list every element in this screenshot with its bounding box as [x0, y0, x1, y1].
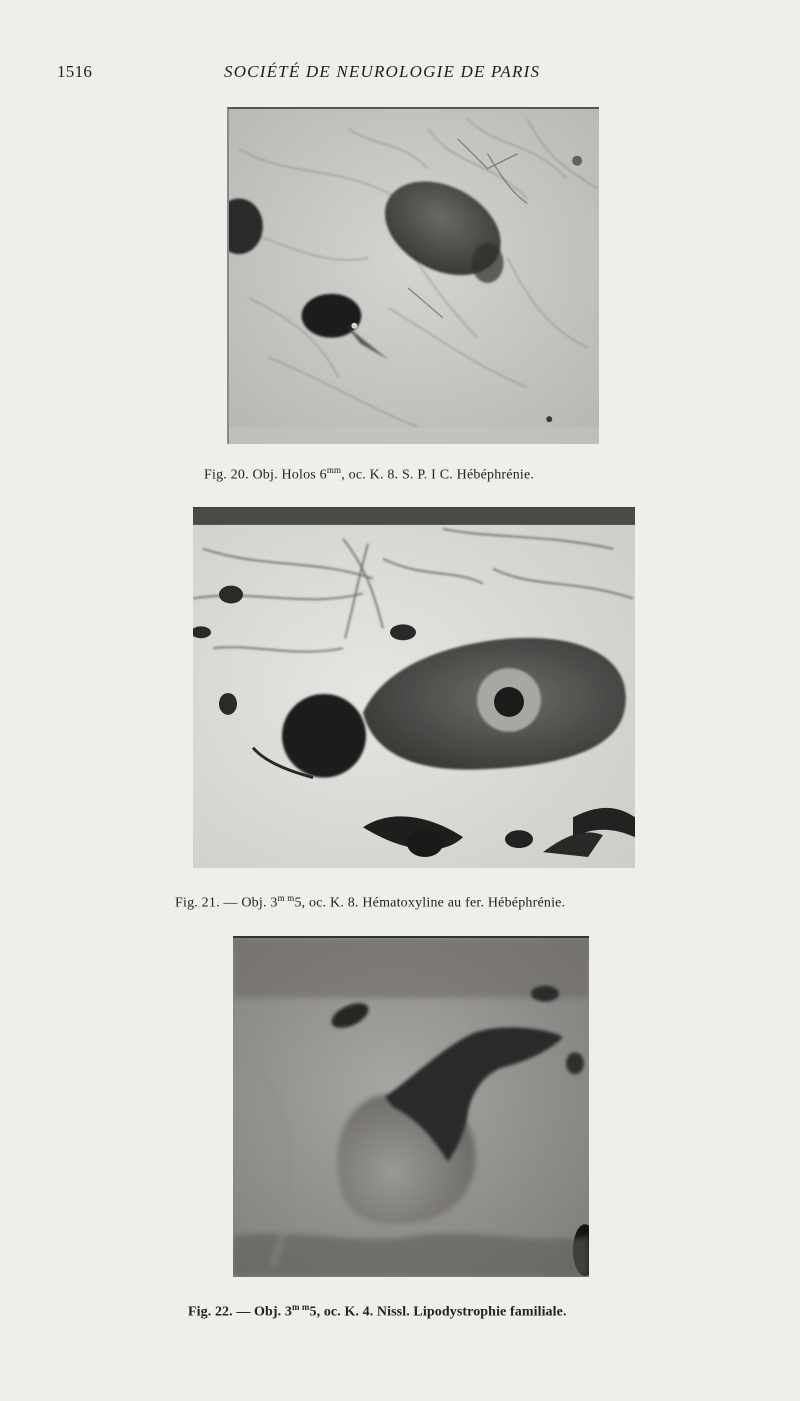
figure-21-caption	[175, 893, 565, 912]
caption-suffix: , oc. K. 8. S. P. I C. Hébéphrénie.	[341, 467, 535, 483]
figure-21-micrograph	[193, 507, 635, 868]
page-number: 1516	[57, 62, 93, 81]
figure-22-micrograph	[233, 936, 589, 1277]
caption-suffix: 5, oc. K. 8. Hématoxyline au fer. Hébéphrénie.	[294, 895, 566, 911]
caption-suffix: 5, oc. K. 4. Nissl. Lipodystrophie familiale.	[309, 1304, 567, 1320]
caption-prefix: Fig. 21. — Obj. 3	[175, 895, 278, 911]
caption-prefix: Fig. 22. — Obj. 3	[188, 1304, 292, 1320]
caption-superscript: m m	[291, 1302, 310, 1312]
running-title: SOCIÉTÉ DE NEUROLOGIE DE PARIS	[224, 62, 541, 81]
caption-prefix: Fig. 20. Obj. Holos 6	[204, 467, 327, 483]
caption-superscript: m m	[277, 893, 295, 903]
figure-22-caption	[188, 1302, 567, 1321]
caption-superscript: mm	[326, 465, 342, 475]
figure-20-caption	[204, 465, 534, 484]
figure-20-micrograph	[227, 107, 599, 444]
